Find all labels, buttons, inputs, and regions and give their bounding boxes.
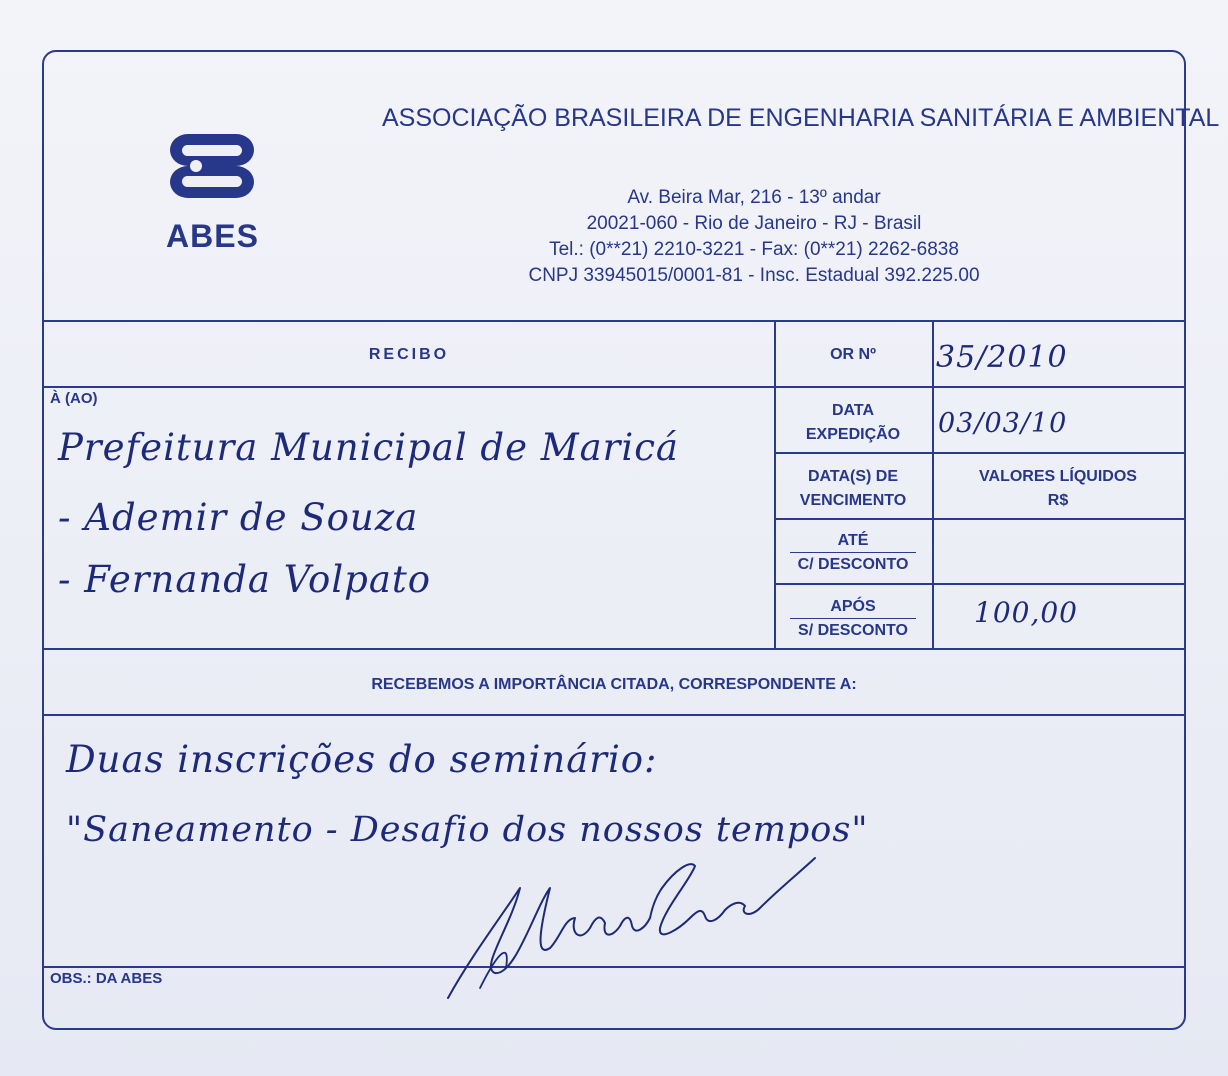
- org-name: ASSOCIAÇÃO BRASILEIRA DE ENGENHARIA SANITÁRIA E AMBIENTAL: [382, 104, 1220, 132]
- divider-due: [774, 518, 1184, 520]
- due-label-1: DATA(S) DE: [807, 468, 899, 485]
- recipient-line-2: - Ademir de Souza: [58, 496, 419, 539]
- issue-date-label-1: DATA: [831, 402, 875, 419]
- after-label-1: APÓS: [830, 598, 876, 615]
- tax-id-line: CNPJ 33945015/0001-81 - Insc. Estadual 392.225.00: [528, 265, 980, 286]
- to-label: À (AO): [50, 390, 98, 407]
- receipt-form: [42, 50, 1220, 1030]
- description-line-2: "Saneamento - Desafio dos nossos tempos": [66, 810, 869, 850]
- issue-date: 03/03/10: [938, 408, 1068, 439]
- signature: [440, 848, 820, 1008]
- description-line-1: Duas inscrições do seminário:: [66, 738, 658, 781]
- or-label: OR Nº: [830, 346, 876, 363]
- due-label-2: VENCIMENTO: [799, 492, 907, 509]
- divider-until: [774, 583, 1184, 585]
- values-label-1: VALORES LÍQUIDOS: [979, 468, 1137, 485]
- received-label: RECEBEMOS A IMPORTÂNCIA CITADA, CORRESPONDENTE A:: [371, 676, 857, 693]
- obs-label: OBS.: DA ABES: [50, 970, 163, 987]
- divider-body: [44, 648, 1184, 650]
- issue-date-label-2: EXPEDIÇÃO: [805, 426, 901, 443]
- recipient-line-3: - Fernanda Volpato: [58, 558, 432, 601]
- abes-logo: [166, 130, 262, 202]
- abes-logo-mark: [166, 130, 262, 202]
- after-value: 100,00: [974, 596, 1078, 629]
- address-line-2: 20021-060 - Rio de Janeiro - RJ - Brasil: [586, 213, 922, 234]
- divider-date: [774, 452, 1184, 454]
- receipt-title: RECIBO: [368, 346, 450, 363]
- until-label-2: C/ DESCONTO: [797, 556, 909, 573]
- or-number: 35/2010: [936, 340, 1068, 375]
- logo-text: ABES: [166, 218, 259, 254]
- divider-header: [44, 320, 1184, 322]
- after-underline: [790, 618, 916, 619]
- until-label-1: ATÉ: [837, 532, 869, 549]
- divider-received: [44, 714, 1184, 716]
- divider-or: [774, 386, 1184, 388]
- recipient-line-1: Prefeitura Municipal de Maricá: [58, 426, 679, 469]
- after-label-2: S/ DESCONTO: [798, 622, 908, 639]
- values-label-2: R$: [1047, 492, 1069, 509]
- until-underline: [790, 552, 916, 553]
- divider-recibo: [44, 386, 774, 388]
- address-line-1: Av. Beira Mar, 216 - 13º andar: [627, 187, 881, 208]
- phone-line: Tel.: (0**21) 2210-3221 - Fax: (0**21) 2262-6838: [549, 239, 959, 260]
